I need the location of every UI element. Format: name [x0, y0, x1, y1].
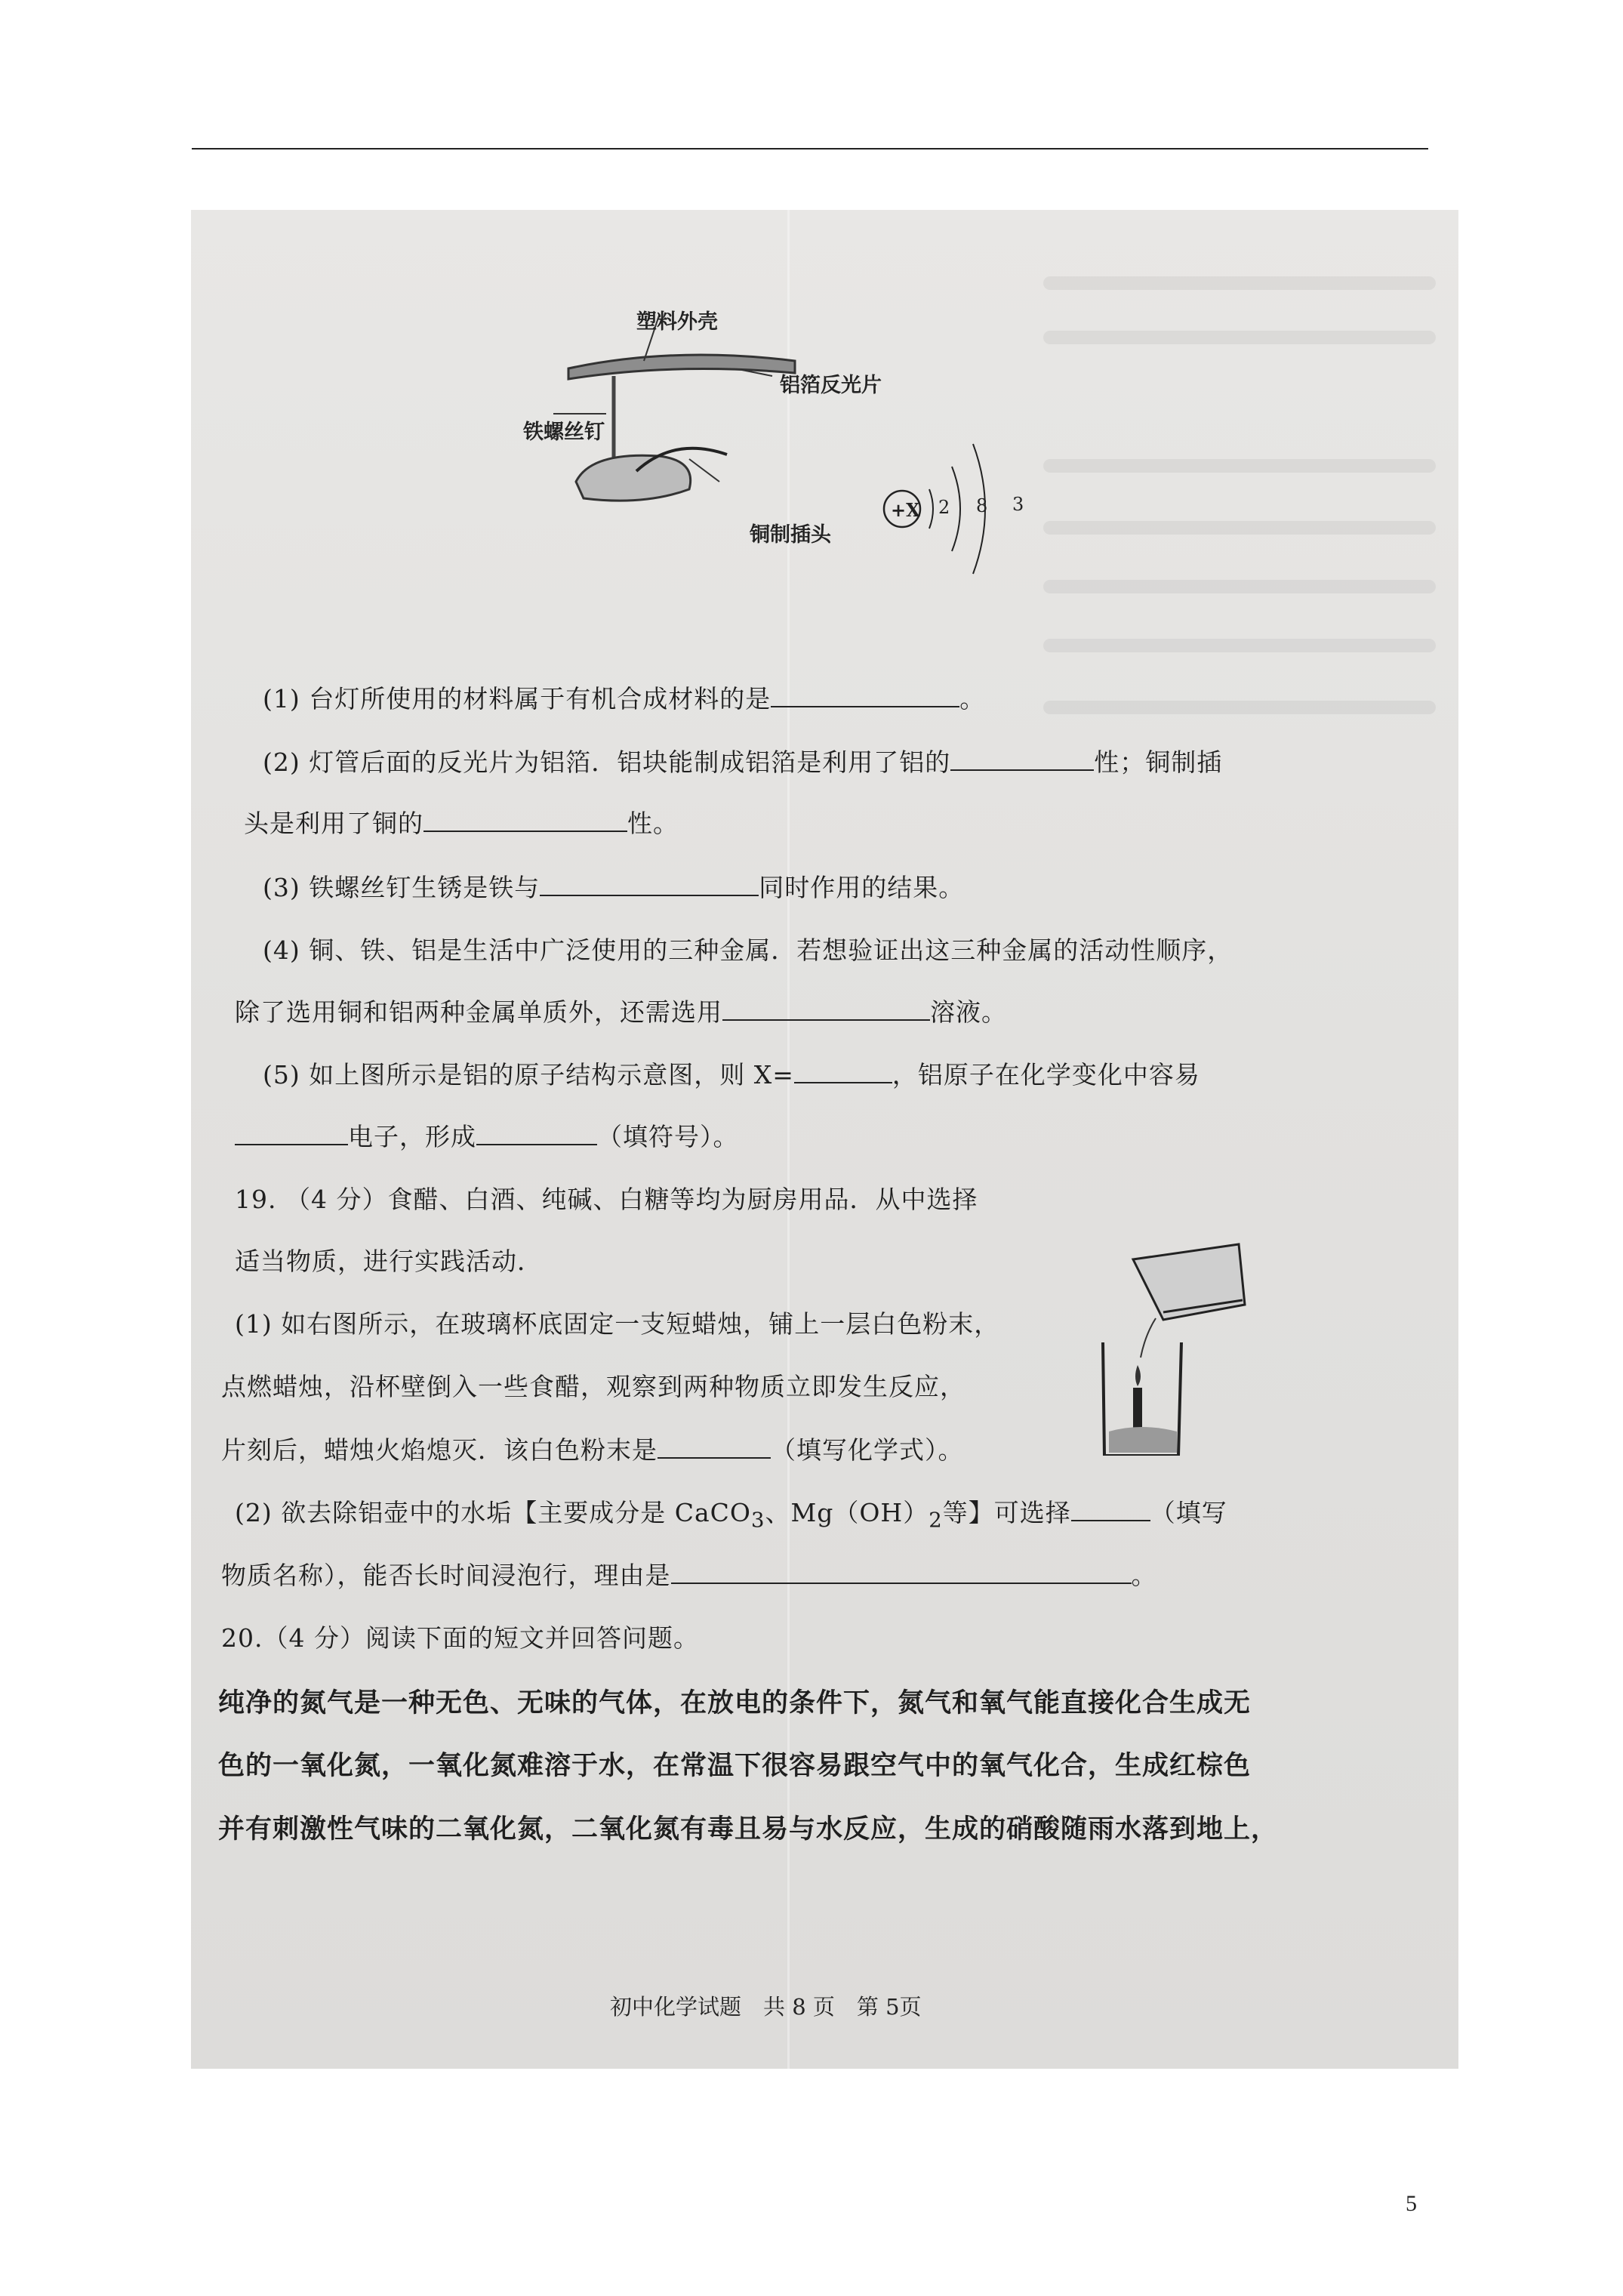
bleed-through [1043, 521, 1436, 535]
q20-intro: 20.（4 分）阅读下面的短文并回答问题。 [221, 1623, 699, 1653]
header-rule [192, 148, 1428, 149]
q19-intro-cont: 适当物质，进行实践活动． [235, 1247, 543, 1276]
beaker-candle-figure [1080, 1237, 1261, 1456]
q20-passage-line3: 并有刺激性气味的二氧化氮，二氧化氮有毒且易与水反应，生成的硝酸随雨水落到地上， [218, 1814, 1279, 1845]
label-plastic-shell: 塑料外壳 [636, 310, 718, 334]
q18-part5: (5) 如上图所示是铝的原子结构示意图，则 X= ，铝原子在化学变化中容易 [263, 1060, 1200, 1089]
answer-blank[interactable] [235, 1123, 348, 1145]
bleed-through [1043, 459, 1436, 473]
answer-blank[interactable] [722, 998, 930, 1021]
exam-footer: 初中化学试题 共 8 页 第 5页 [610, 1994, 922, 2020]
q18-part2-cont: 头是利用了铜的 性。 [244, 809, 679, 838]
bleed-through [1043, 701, 1436, 714]
q18-part4-cont: 除了选用铜和铝两种金属单质外，还需选用 溶液。 [235, 997, 1007, 1027]
answer-blank[interactable] [794, 1061, 892, 1083]
bleed-through [1043, 276, 1436, 290]
q18-part4: (4) 铜、铁、铝是生活中广泛使用的三种金属．若想验证出这三种金属的活动性顺序， [263, 935, 1233, 965]
answer-blank[interactable] [540, 874, 759, 896]
bleed-through [1043, 331, 1436, 344]
answer-blank[interactable] [771, 685, 959, 707]
label-aluminum-reflector: 铝箔反光片 [780, 374, 882, 397]
q20-passage-line1: 纯净的氮气是一种无色、无味的气体，在放电的条件下，氮气和氧气能直接化合生成无 [218, 1687, 1252, 1718]
q18-part1: (1) 台灯所使用的材料属于有机合成材料的是 。 [263, 684, 986, 713]
atom-shell-1: 2 [938, 497, 950, 518]
answer-blank[interactable] [423, 809, 627, 832]
page-number: 5 [1406, 2191, 1417, 2216]
q19-part1: (1) 如右图所示，在玻璃杯底固定一支短蜡烛，铺上一层白色粉末， [235, 1309, 1000, 1339]
atom-nucleus-label: +X [891, 499, 920, 521]
desk-lamp-figure [523, 300, 916, 519]
atom-shell-2: 8 [976, 495, 988, 516]
answer-blank[interactable] [671, 1561, 1132, 1584]
q19-part2-cont: 物质名称），能否长时间浸泡行，理由是 。 [221, 1561, 1157, 1590]
atom-shell-3: 3 [1012, 494, 1024, 515]
answer-blank[interactable] [658, 1436, 771, 1459]
q18-part5-cont: 电子，形成 （填符号）。 [235, 1117, 739, 1153]
q18-part2: (2) 灯管后面的反光片为铝箔．铝块能制成铝箔是利用了铝的 性；铜制插 [263, 747, 1223, 777]
label-copper-plug: 铜制插头 [750, 523, 831, 547]
q19-part1-cont: 点燃蜡烛，沿杯壁倒入一些食醋，观察到两种物质立即发生反应， [221, 1372, 965, 1401]
q18-part3: (3) 铁螺丝钉生锈是铁与 同时作用的结果。 [263, 873, 965, 902]
label-iron-screw: 铁螺丝钉 [523, 421, 605, 444]
answer-blank[interactable] [476, 1123, 597, 1145]
answer-blank[interactable] [1071, 1499, 1150, 1521]
q19-part2: (2) 欲去除铝壶中的水垢【主要成分是 CaCO$_3$、$Mg(OH)_2$等】可选择 （填写 [235, 1498, 1227, 1533]
bleed-through [1043, 639, 1436, 652]
bleed-through [1043, 580, 1436, 593]
answer-blank[interactable] [950, 748, 1094, 771]
q19-part1-cont2: 片刻后，蜡烛火焰熄灭．该白色粉末是 （填写化学式）。 [221, 1435, 964, 1465]
q19-intro: 19. （4 分）食醋、白酒、纯碱、白糖等均为厨房用品．从中选择 [235, 1185, 978, 1214]
scanned-exam-page [191, 210, 1458, 2069]
q20-passage-line2: 色的一氧化氮，一氧化氮难溶于水，在常温下很容易跟空气中的氧气化合，生成红棕色 [218, 1750, 1252, 1781]
